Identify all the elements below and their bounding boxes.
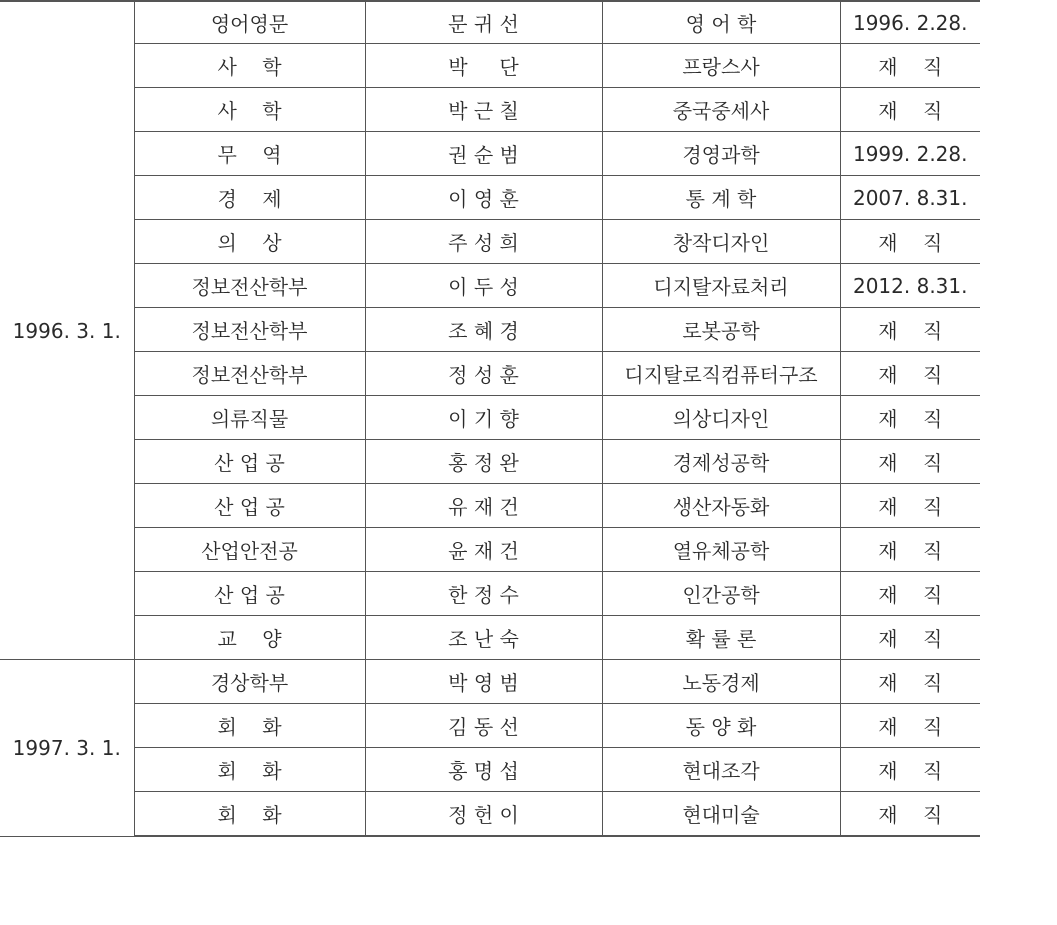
table-row	[0, 44, 980, 88]
field-cell: 통 계 학	[602, 176, 840, 220]
field-cell: 열유체공학	[602, 528, 840, 572]
table-row	[0, 220, 980, 264]
faculty-table-body	[0, 1, 980, 836]
name-cell: 정 헌 이	[365, 792, 602, 837]
name-cell: 정 성 훈	[365, 352, 602, 396]
field-cell: 창작디자인	[602, 220, 840, 264]
department-cell: 회 화	[134, 792, 365, 837]
field-cell: 디지탈로직컴퓨터구조	[602, 352, 840, 396]
department-cell: 정보전산학부	[134, 308, 365, 352]
name-cell: 윤 재 건	[365, 528, 602, 572]
department-cell: 의류직물	[134, 396, 365, 440]
department-cell: 회 화	[134, 704, 365, 748]
status-cell: 2007. 8.31.	[840, 176, 980, 220]
table-row	[0, 704, 980, 748]
department-cell: 경상학부	[134, 660, 365, 704]
table-row	[0, 1, 980, 44]
department-cell: 영어영문	[134, 1, 365, 44]
status-cell: 2012. 8.31.	[840, 264, 980, 308]
status-cell: 재 직	[840, 484, 980, 528]
name-cell: 김 동 선	[365, 704, 602, 748]
status-cell: 재 직	[840, 572, 980, 616]
field-cell: 경제성공학	[602, 440, 840, 484]
table-row	[0, 484, 980, 528]
field-cell: 의상디자인	[602, 396, 840, 440]
appointment-date-cell: 1996. 3. 1.	[0, 1, 134, 660]
table-row	[0, 528, 980, 572]
field-cell: 프랑스사	[602, 44, 840, 88]
table-row	[0, 308, 980, 352]
field-cell: 동 양 화	[602, 704, 840, 748]
department-cell: 정보전산학부	[134, 352, 365, 396]
name-cell: 문 귀 선	[365, 1, 602, 44]
name-cell: 유 재 건	[365, 484, 602, 528]
name-cell: 홍 정 완	[365, 440, 602, 484]
department-cell: 경 제	[134, 176, 365, 220]
name-cell: 박 단	[365, 44, 602, 88]
table-row	[0, 792, 980, 837]
field-cell: 인간공학	[602, 572, 840, 616]
table-row	[0, 396, 980, 440]
status-cell: 재 직	[840, 352, 980, 396]
department-cell: 의 상	[134, 220, 365, 264]
department-cell: 사 학	[134, 44, 365, 88]
field-cell: 확 률 론	[602, 616, 840, 660]
table-row	[0, 660, 980, 704]
department-cell: 산 업 공	[134, 572, 365, 616]
name-cell: 박 영 범	[365, 660, 602, 704]
department-cell: 정보전산학부	[134, 264, 365, 308]
status-cell: 재 직	[840, 308, 980, 352]
status-cell: 재 직	[840, 748, 980, 792]
field-cell: 현대미술	[602, 792, 840, 837]
table-row	[0, 132, 980, 176]
appointment-date-cell: 1997. 3. 1.	[0, 660, 134, 837]
name-cell: 이 기 향	[365, 396, 602, 440]
name-cell: 조 난 숙	[365, 616, 602, 660]
department-cell: 산업안전공	[134, 528, 365, 572]
name-cell: 주 성 희	[365, 220, 602, 264]
table-row	[0, 176, 980, 220]
name-cell: 권 순 범	[365, 132, 602, 176]
status-cell: 1996. 2.28.	[840, 1, 980, 44]
field-cell: 경영과학	[602, 132, 840, 176]
department-cell: 산 업 공	[134, 484, 365, 528]
status-cell: 재 직	[840, 88, 980, 132]
field-cell: 노동경제	[602, 660, 840, 704]
status-cell: 재 직	[840, 528, 980, 572]
table-row	[0, 440, 980, 484]
status-cell: 재 직	[840, 44, 980, 88]
department-cell: 무 역	[134, 132, 365, 176]
department-cell: 사 학	[134, 88, 365, 132]
status-cell: 재 직	[840, 396, 980, 440]
status-cell: 1999. 2.28.	[840, 132, 980, 176]
status-cell: 재 직	[840, 660, 980, 704]
name-cell: 이 영 훈	[365, 176, 602, 220]
table-row	[0, 748, 980, 792]
name-cell: 홍 명 섭	[365, 748, 602, 792]
table-row	[0, 264, 980, 308]
field-cell: 현대조각	[602, 748, 840, 792]
table-row	[0, 352, 980, 396]
field-cell: 중국중세사	[602, 88, 840, 132]
name-cell: 박 근 칠	[365, 88, 602, 132]
field-cell: 디지탈자료처리	[602, 264, 840, 308]
table-row	[0, 88, 980, 132]
department-cell: 회 화	[134, 748, 365, 792]
name-cell: 이 두 성	[365, 264, 602, 308]
field-cell: 생산자동화	[602, 484, 840, 528]
field-cell: 영 어 학	[602, 1, 840, 44]
status-cell: 재 직	[840, 616, 980, 660]
table-row	[0, 616, 980, 660]
status-cell: 재 직	[840, 220, 980, 264]
name-cell: 조 혜 경	[365, 308, 602, 352]
table-row	[0, 572, 980, 616]
status-cell: 재 직	[840, 704, 980, 748]
field-cell: 로봇공학	[602, 308, 840, 352]
status-cell: 재 직	[840, 440, 980, 484]
department-cell: 산 업 공	[134, 440, 365, 484]
department-cell: 교 양	[134, 616, 365, 660]
name-cell: 한 정 수	[365, 572, 602, 616]
status-cell: 재 직	[840, 792, 980, 837]
